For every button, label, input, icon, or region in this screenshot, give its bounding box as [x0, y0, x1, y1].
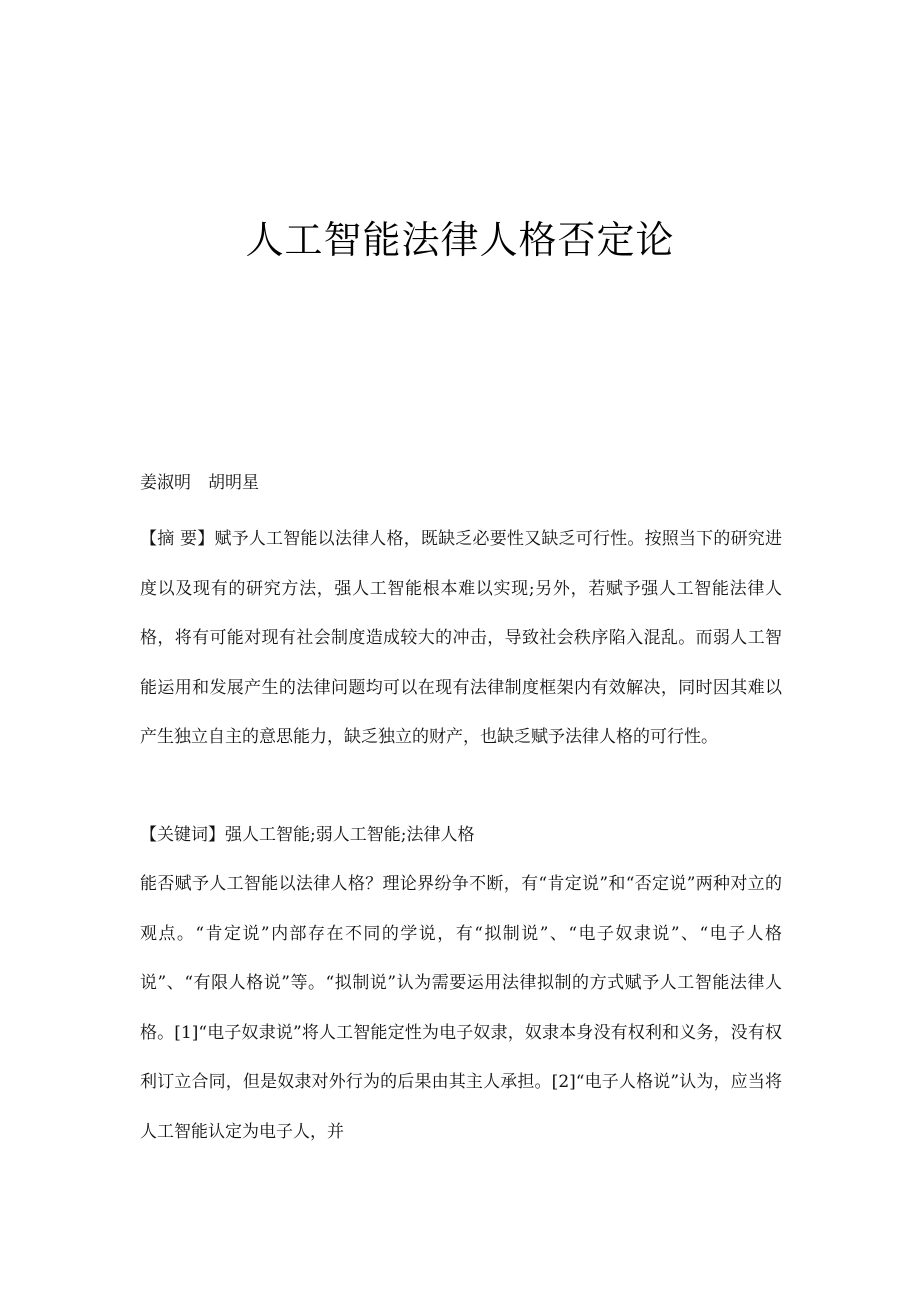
keywords-section [140, 811, 782, 861]
abstract-section [140, 515, 782, 763]
abstract-label: 【摘 要】 [140, 529, 215, 549]
keywords-label: 【关键词】 [140, 825, 225, 845]
abstract-text: 赋予人工智能以法律人格，既缺乏必要性又缺乏可行性。按照当下的研究进度以及现有的研究方法，强人工智能根本难以实现;另外，若赋予强人工智能法律人格，将有可能对现有社会制度造成较大的冲击，导致社会秩序陷入混乱。而弱人工智能运用和发展产生的法律问题均可以在现有法律制度框架内有效解决，同时因其难以产生独立自主的意思能力，缺乏独立的财产，也缺乏赋予法律人格的可行性。 [140, 529, 783, 748]
paper-authors: 姜淑明 胡明星 [140, 473, 259, 493]
keywords-text: 强人工智能;弱人工智能;法律人格 [225, 825, 475, 845]
body-paragraph: 能否赋予人工智能以法律人格？理论界纷争不断，有“肯定说”和“否定说”两种对立的观点。“肯定说”内部存在不同的学说，有“拟制说”、“电子奴隶说”、“电子人格说”、“有限人格说”等。“拟制说”认为需要运用法律拟制的方式赋予人工智能法律人格。[1]“电子奴隶说”将人工智能定性为电子奴隶，奴隶本身没有权利和义务，没有权利订立合同，但是奴隶对外行为的后果由其主人承担。[2]“电子人格说”认为，应当将人工智能认定为电子人，并 [140, 874, 782, 1142]
paper-title: 人工智能法律人格否定论 [245, 218, 675, 262]
